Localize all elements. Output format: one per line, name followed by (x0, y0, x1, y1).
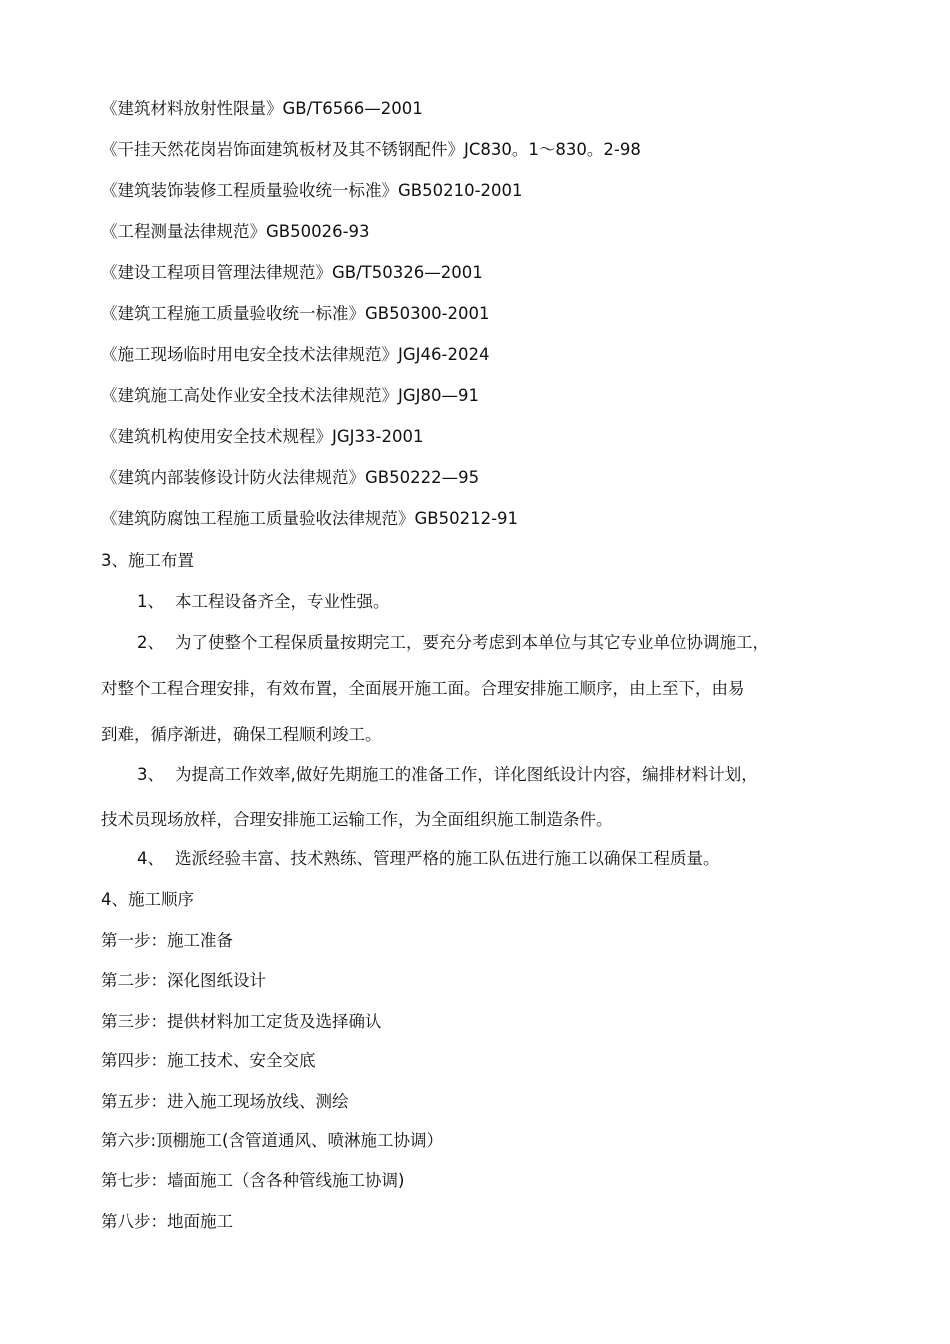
step-item: 第八步：地面施工 (101, 1212, 233, 1231)
item-number: 3、 (137, 765, 164, 784)
standard-item: 《干挂天然花岗岩饰面建筑板材及其不锈钢配件》JC830。1～830。2-98 (101, 140, 641, 159)
standard-item: 《建筑内部装修设计防火法律规范》GB50222—95 (101, 468, 480, 487)
list-item (137, 848, 720, 870)
paragraph-line: 到难，循序渐进，确保工程顺利竣工。 (101, 725, 382, 744)
list-item (137, 764, 758, 786)
standard-item: 《建筑装饰装修工程质量验收统一标准》GB50210-2001 (101, 181, 523, 200)
list-item (137, 632, 769, 654)
step-item: 第六步:顶棚施工(含管道通风、喷淋施工协调） (101, 1131, 443, 1150)
step-item: 第五步：进入施工现场放线、测绘 (101, 1092, 349, 1111)
paragraph-line: 技术员现场放样，合理安排施工运输工作，为全面组织施工制造条件。 (101, 810, 613, 829)
paragraph-line: 对整个工程合理安排，有效布置，全面展开施工面。合理安排施工顺序，由上至下，由易 (101, 679, 745, 698)
standard-item: 《建设工程项目管理法律规范》GB/T50326—2001 (101, 263, 483, 282)
step-item: 第一步：施工准备 (101, 931, 233, 950)
list-item (137, 591, 390, 613)
item-text: 为了使整个工程保质量按期完工，要充分考虑到本单位与其它专业单位协调施工， (175, 633, 769, 652)
item-number: 2、 (137, 633, 164, 652)
step-item: 第三步：提供材料加工定货及选择确认 (101, 1012, 382, 1031)
standard-item: 《建筑材料放射性限量》GB/T6566—2001 (101, 99, 423, 118)
step-item: 第二步：深化图纸设计 (101, 971, 266, 990)
item-text: 选派经验丰富、技术熟练、管理严格的施工队伍进行施工以确保工程质量。 (175, 849, 720, 868)
standard-item: 《建筑施工高处作业安全技术法律规范》JGJ80—91 (101, 386, 480, 405)
item-number: 1、 (137, 592, 164, 611)
section-heading: 4、施工顺序 (101, 890, 194, 909)
standard-item: 《工程测量法律规范》GB50026-93 (101, 222, 370, 241)
step-item: 第七步：墙面施工（含各种管线施工协调) (101, 1171, 405, 1190)
standard-item: 《施工现场临时用电安全技术法律规范》JGJ46-2024 (101, 345, 490, 364)
standard-item: 《建筑防腐蚀工程施工质量验收法律规范》GB50212-91 (101, 509, 519, 528)
item-text: 为提高工作效率,做好先期施工的准备工作，详化图纸设计内容，编排材料计划， (175, 765, 758, 784)
item-number: 4、 (137, 849, 164, 868)
step-item: 第四步：施工技术、安全交底 (101, 1051, 316, 1070)
standard-item: 《建筑工程施工质量验收统一标准》GB50300-2001 (101, 304, 490, 323)
standard-item: 《建筑机构使用安全技术规程》JGJ33-2001 (101, 427, 424, 446)
item-text: 本工程设备齐全，专业性强。 (175, 592, 390, 611)
section-heading: 3、施工布置 (101, 551, 194, 570)
